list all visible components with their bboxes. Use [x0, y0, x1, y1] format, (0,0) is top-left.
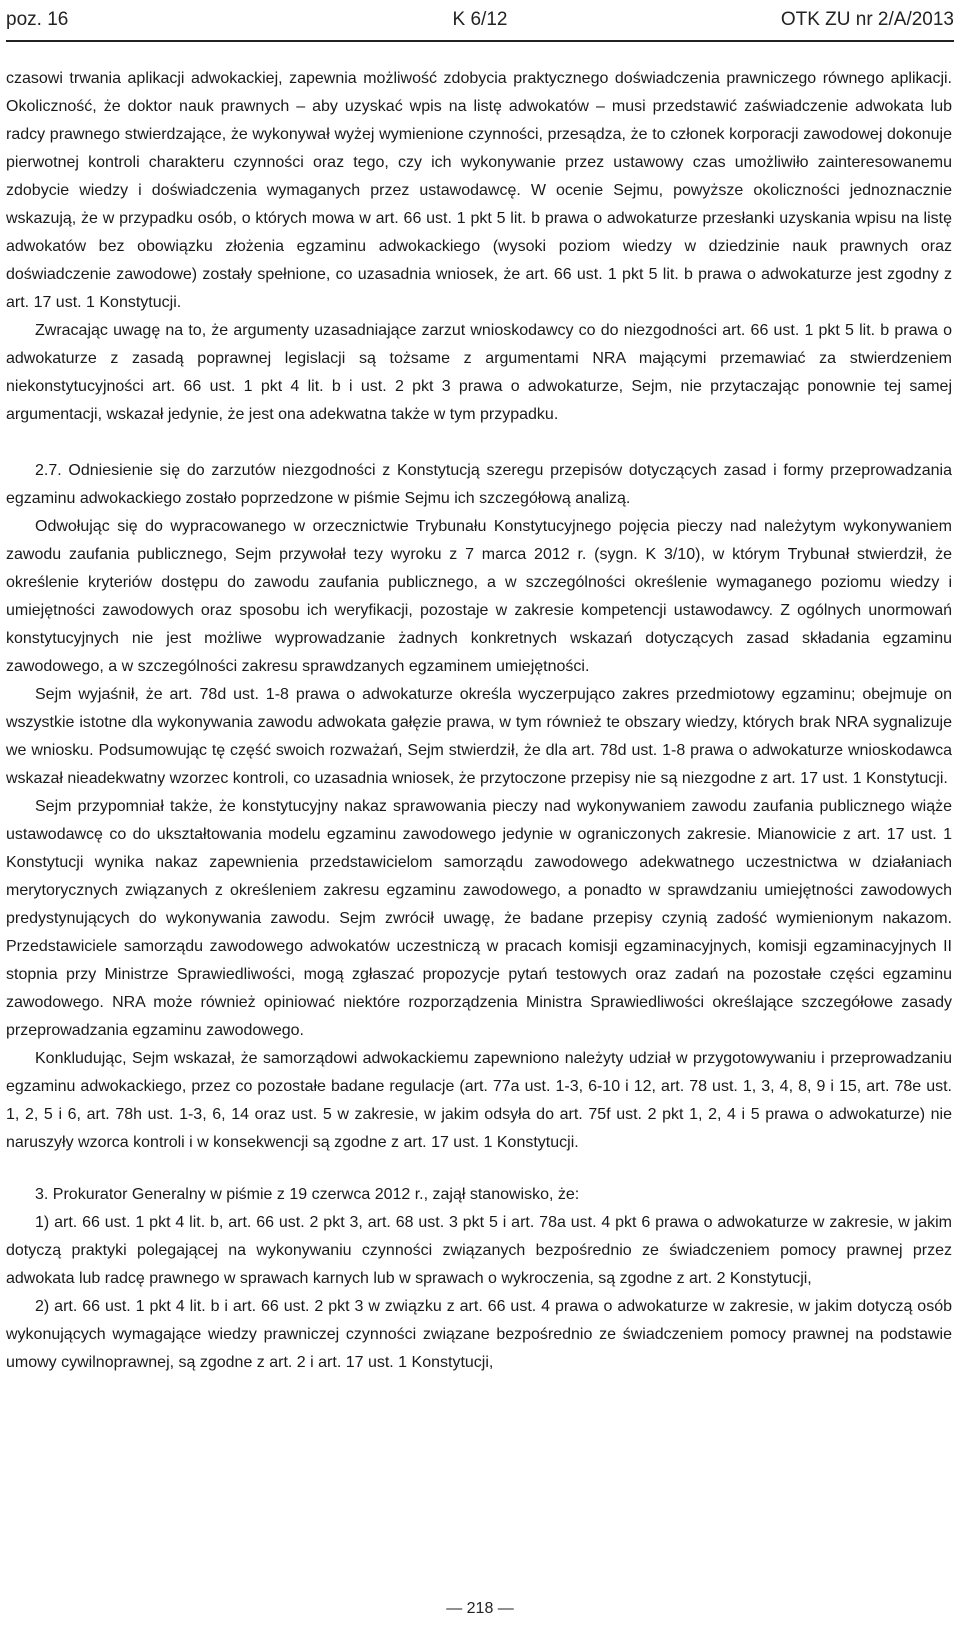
paragraph: Konkludując, Sejm wskazał, że samorządowi adwokackiemu zapewniono należyty udział w przygotowywaniu i przeprowadzaniu egzaminu adwokackiego, przez co pozostałe badane regulacje (art. 77a ust. 1-3, 6-10 i 12, art. 78 ust. 1, 3, 4, 8, 9 i 15, art. 78e ust. 1, 2, 5 i 6, art. 78h ust. 1-3, 6, 14 oraz ust. 5 w zakresie, w jakim odsyła do art. 75f ust. 2 pkt 1, 2, 4 i 5 prawa o adwokaturze) nie naruszyły wzorca kontroli i w konsekwencji są zgodne z art. 17 ust. 1 Konstytucji. [6, 1050, 952, 1151]
header-case-number: K 6/12 [452, 9, 508, 30]
paragraph: czasowi trwania aplikacji adwokackiej, zapewnia możliwość zdobycia praktycznego doświadczenia prawniczego równego aplikacji. Okoliczność, że doktor nauk prawnych – aby uzyskać wpis na listę adwokatów – musi przedstawić zaświadczenie adwokata lub radcy prawnego stwierdzające, że wykonywał wyżej wymienione czynności, przesądza, że to członek korporacji zawodowej dokonuje pierwotnej kontroli charakteru czynności oraz tego, czy ich wykonywanie przez ustawowy czas umożliwiło zainteresowanemu zdobycie wiedzy i doświadczenia wymaganych przez ustawodawcę. W ocenie Sejmu, powyższe okoliczności jednoznacznie wskazują, że w przypadku osób, o których mowa w art. 66 ust. 1 pkt 5 lit. b prawa o adwokaturze przesłanki uzyskania wpisu na listę adwokatów bez obowiązku złożenia egzaminu adwokackiego (wysoki poziom wiedzy w dziedzinie nauk prawnych oraz doświadczenie zawodowe) zostały spełnione, co uzasadnia wniosek, że art. 66 ust. 1 pkt 5 lit. b prawa o adwokaturze jest zgodny z art. 17 ust. 1 Konstytucji. [6, 70, 952, 311]
section-paragraph: 3. Prokurator Generalny w piśmie z 19 czerwca 2012 r., zajął stanowisko, że: [35, 1186, 580, 1203]
paragraph: Zwracając uwagę na to, że argumenty uzasadniające zarzut wnioskodawcy co do niezgodności art. 66 ust. 1 pkt 5 lit. b prawa o adwokaturze z zasadą poprawnej legislacji są tożsame z argumentami NRA mającymi przemawiać za stwierdzeniem niekonstytucyjności art. 66 ust. 1 pkt 4 lit. b i ust. 2 pkt 3 prawa o adwokaturze, Sejm, nie przytaczając ponownie tej samej argumentacji, wskazał jedynie, że jest ona adekwatna także w tym przypadku. [6, 322, 952, 423]
header-journal: OTK ZU nr 2/A/2013 [780, 9, 954, 30]
header-rule [6, 40, 954, 42]
paragraph: Odwołując się do wypracowanego w orzecznictwie Trybunału Konstytucyjnego pojęcia pieczy nad należytym wykonywaniem zawodu zaufania publicznego, Sejm przywołał tezy wyroku z 7 marca 2012 r. (sygn. K 3/10), w którym Trybunał stwierdził, że określenie kryteriów dostępu do zawodu zaufania publicznego, a w szczególności określenie wymaganego poziomu wiedzy i umiejętności zawodowych oraz sposobu ich weryfikacji, pozostaje w zakresie kompetencji ustawodawcy. Z ogólnych unormowań konstytucyjnych nie jest możliwe wyprowadzanie żadnych konkretnych wskazań dotyczących zasad składania egzaminu zawodowego, a w szczególności zakresu sprawdzanych egzaminem umiejętności. [6, 518, 952, 675]
running-header [6, 0, 954, 40]
body-text [6, 65, 952, 1377]
page-number: — 218 — [446, 1600, 514, 1617]
paragraph: Sejm wyjaśnił, że art. 78d ust. 1-8 prawa o adwokaturze określa wyczerpująco zakres przedmiotowy egzaminu; obejmuje on wszystkie istotne dla wykonywania zawodu adwokata gałęzie prawa, w tym również te obszary wiedzy, których brak NRA sygnalizuje we wniosku. Podsumowując tę część swoich rozważań, Sejm stwierdził, że dla art. 78d ust. 1-8 prawa o adwokaturze wnioskodawca wskazał nieadekwatny wzorzec kontroli, co uzasadnia wniosek, że przytoczone przepisy nie są niezgodne z art. 17 ust. 1 Konstytucji. [6, 686, 952, 787]
paragraph: Sejm przypomniał także, że konstytucyjny nakaz sprawowania pieczy nad wykonywaniem zawodu zaufania publicznego wiąże ustawodawcę co do ukształtowania modelu egzaminu zawodowego jedynie w ograniczonych zakresie. Mianowicie z art. 17 ust. 1 Konstytucji wynika nakaz zapewnienia przedstawicielom samorządu zawodowego adekwatnego uczestnictwa w działaniach merytorycznych związanych z określeniem zakresu egzaminu zawodowego, a ponadto w sprawdzaniu umiejętności zawodowych predystynujących do wykonywania zawodu. Sejm zwrócił uwagę, że badane przepisy czynią zadość wymienionym nakazom. Przedstawiciele samorządu zawodowego adwokatów uczestniczą w pracach komisji egzaminacyjnych, komisji egzaminacyjnych II stopnia przy Ministrze Sprawiedliwości, mogą zgłaszać propozycje pytań testowych oraz zadań na pozostałe części egzaminu zawodowego. NRA może również opiniować niektóre rozporządzenia Ministra Sprawiedliwości określające szczegółowe zasady przeprowadzania egzaminu zawodowego. [6, 798, 952, 1039]
section-paragraph: 2.7. Odniesienie się do zarzutów niezgodności z Konstytucją szeregu przepisów dotyczących zasad i formy przeprowadzania egzaminu adwokackiego zostało poprzedzone w piśmie Sejmu ich szczegółową analizą. [6, 462, 952, 507]
list-item: 2) art. 66 ust. 1 pkt 4 lit. b i art. 66 ust. 2 pkt 3 w związku z art. 66 ust. 4 prawa o adwokaturze w zakresie, w jakim dotyczą osób wykonujących wymagające wiedzy prawniczej czynności związane bezpośrednio ze świadczeniem pomocy prawnej na podstawie umowy cywilnoprawnej, są zgodne z art. 2 i art. 17 ust. 1 Konstytucji, [6, 1298, 952, 1371]
header-position: poz. 16 [6, 9, 69, 30]
list-item: 1) art. 66 ust. 1 pkt 4 lit. b, art. 66 ust. 2 pkt 3, art. 68 ust. 3 pkt 5 i art. 78a ust. 4 pkt 6 prawa o adwokaturze w zakresie, w jakim dotyczą praktyki polegającej na wykonywaniu czynności związanych bezpośrednio ze świadczeniem pomocy prawnej przez adwokata lub radcę prawnego w sprawach karnych lub w sprawach o wykroczenia, są zgodne z art. 2 Konstytucji, [6, 1214, 952, 1287]
